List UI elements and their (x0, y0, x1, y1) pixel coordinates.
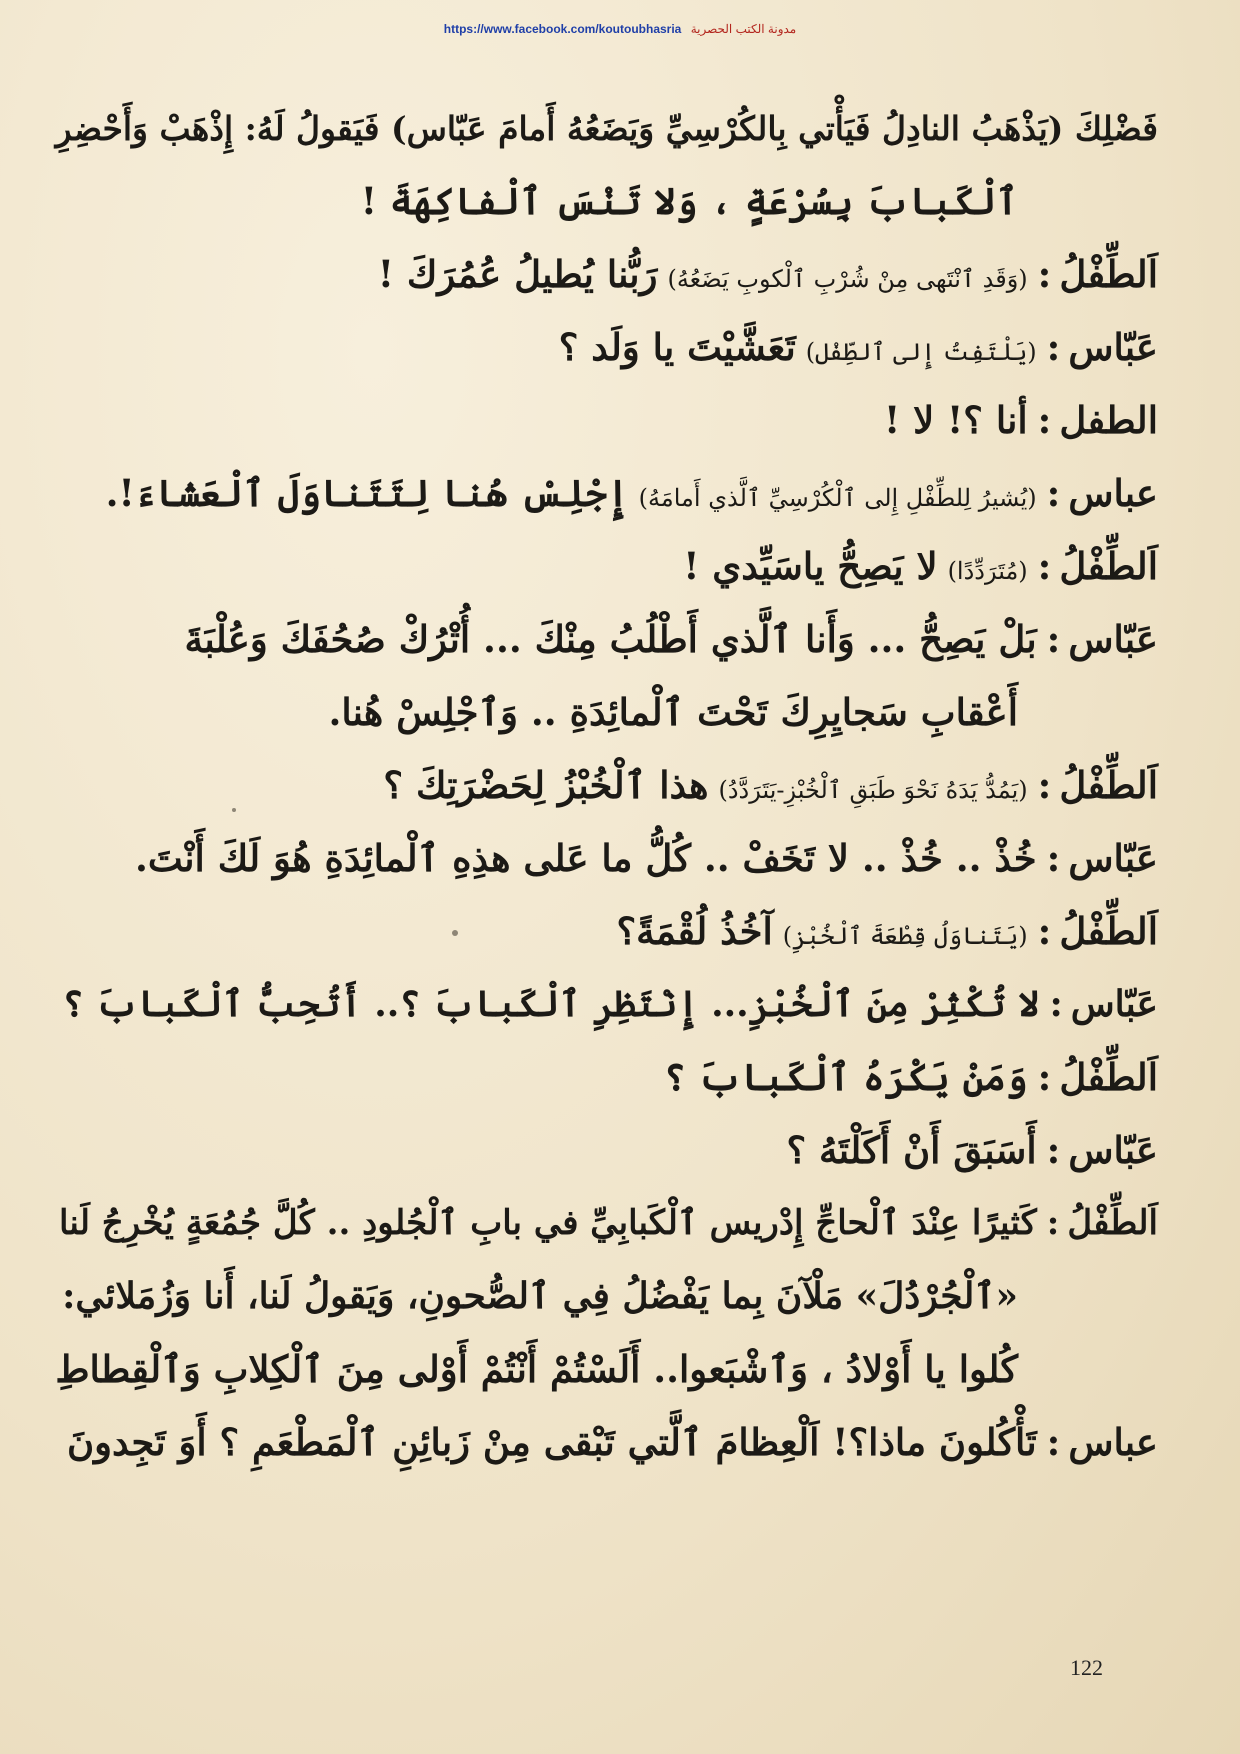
spoken-text: خُذْ .. خُذْ .. لا تَخَفْ .. كُلُّ ما عَلى هذِهِ ٱلْمائِدَةِ هُوَ لَكَ أَنْتَ. (135, 836, 1037, 880)
speaker-name: عباس (1068, 471, 1158, 515)
stage-direction: (يَمُدُّ يَدَهُ نَحْوَ طَبَقِ ٱلْخُبْزِ-يَتَرَدَّدُ) (718, 776, 1028, 804)
dialogue-line (48, 822, 1158, 895)
spoken-text: لا يَصِحُّ ياسَيِّدي ! (683, 544, 938, 588)
dialogue-line (48, 1333, 1158, 1406)
speaker-colon: : (1037, 252, 1052, 296)
speaker-name: اَلطِّفْلُ (1059, 909, 1158, 953)
spoken-text: بَلْ يَصِحُّ ... وَأَنا ٱلَّذي أَطْلُبُ مِنْكَ ... أُتْرُكْ صُحُفَكَ وَعُلْبَةَ (184, 617, 1037, 661)
dialogue-line (48, 530, 1158, 603)
speaker-colon: : (1049, 983, 1063, 1025)
spoken-text: تَأْكُلونَ ماذا؟! اَلْعِظامَ ٱلَّتي تَبْقى مِنْ زَبائِنِ ٱلْمَطْعَمِ ؟ أَوَ تَجِدونَ (66, 1420, 1037, 1464)
speaker-colon: : (1037, 544, 1052, 588)
print-speck (452, 930, 458, 936)
header-site-name: مدونة الكتب الحصرية (690, 22, 797, 36)
page-number: 122 (1070, 1655, 1103, 1680)
dialogue-line (48, 92, 1158, 165)
spoken-text: ٱلْكَبابَ بِسُرْعَةٍ ، وَلا تَنْسَ ٱلْفاكِهَةَ ! (360, 179, 1018, 223)
dialogue-line (48, 968, 1158, 1041)
speaker-name: عَبّاس (1068, 1128, 1158, 1172)
spoken-text: رَبُّنا يُطيلُ عُمُرَكَ ! (377, 252, 658, 296)
dialogue-line (48, 1406, 1158, 1479)
speaker-name: اَلطِّفْلُ (1059, 763, 1158, 807)
stage-direction: (يَتَناوَلُ قِطْعَةَ ٱلْخُبْزِ) (782, 922, 1028, 950)
speaker-colon: : (1037, 909, 1052, 953)
speaker-name: اَلطِّفْلُ (1059, 252, 1158, 296)
stage-direction: (يَلْتَفِتُ إِلى ٱلطِّفْل) (805, 338, 1037, 366)
dialogue-line (48, 384, 1158, 457)
page-header (0, 22, 1240, 36)
dialogue-line (48, 1114, 1158, 1187)
spoken-text: كَثيرًا عِنْدَ ٱلْحاجِّ إِدْريس ٱلْكَبابِيِّ في بابِ ٱلْجُلودِ .. كُلَّ جُمُعَةٍ يُخْرِجُ لَنا (58, 1203, 1037, 1243)
speaker-name: عَبّاس (1068, 325, 1158, 369)
speaker-colon: : (1046, 836, 1061, 880)
stage-direction: (وَقَدِ ٱنْتَهى مِنْ شُرْبِ ٱلْكوبِ يَضَعُهُ) (667, 265, 1028, 293)
spoken-text: أَعْقابِ سَجايِرِكَ تَحْتَ ٱلْمائِدَةِ .. وَٱجْلِسْ هُنا. (328, 690, 1018, 734)
header-url-link[interactable]: https://www.facebook.com/koutoubhasria (443, 22, 682, 36)
spoken-text: تَعَشَّيْتَ يا وَلَد ؟ (558, 325, 796, 369)
dialogue-line (48, 165, 1158, 238)
speaker-name: عَبّاس (1068, 617, 1158, 661)
speaker-colon: : (1046, 617, 1061, 661)
dialogue-line (48, 895, 1158, 968)
speaker-name: الطفل (1059, 398, 1158, 442)
speaker-colon: : (1037, 398, 1052, 442)
dialogue-line (48, 1041, 1158, 1114)
dialogue-line (48, 1187, 1158, 1260)
dialogue-line (48, 238, 1158, 311)
speaker-colon: : (1046, 471, 1061, 515)
speaker-colon: : (1037, 1055, 1052, 1099)
dialogue-line (48, 311, 1158, 384)
speaker-colon: : (1046, 1128, 1061, 1172)
speaker-name: اَلطِّفْلُ (1067, 1203, 1158, 1243)
speaker-name: عَبّاس (1070, 983, 1158, 1025)
spoken-text: آخُذُ لُقْمَةً؟ (616, 909, 773, 953)
dialogue-line (48, 1260, 1158, 1333)
stage-direction: (يُشيرُ لِلطِّفْلِ إِلى ٱلْكُرْسِيِّ ٱلَّذي أَمامَهُ) (638, 484, 1037, 512)
dialogue-body (48, 92, 1158, 1479)
speaker-colon: : (1046, 325, 1061, 369)
speaker-colon: : (1037, 763, 1052, 807)
dialogue-line (48, 457, 1158, 530)
spoken-text: وَمَنْ يَكْرَهُ ٱلْكَبابَ ؟ (663, 1055, 1028, 1099)
speaker-name: عباس (1068, 1420, 1158, 1464)
dialogue-line (48, 676, 1158, 749)
spoken-text: أَسَبَقَ أَنْ أَكَلْتَهُ ؟ (786, 1128, 1037, 1172)
spoken-text: لا تُكْثِرْ مِنَ ٱلْخُبْزِ... إِنْتَظِرِ ٱلْكَبابَ ؟.. أَتُحِبُّ ٱلْكَبابَ ؟ (62, 983, 1040, 1025)
spoken-text: فَضْلِكَ (يَذْهَبُ النادِلُ فَيَأْتي بِالكُرْسِيِّ وَيَضَعُهُ أَمامَ عَبّاس) فَيَقولُ لَهُ: إِذْهَبْ وَأَحْضِرِ (55, 109, 1158, 148)
print-speck (232, 808, 236, 812)
speaker-name: عَبّاس (1068, 836, 1158, 880)
speaker-colon: : (1046, 1420, 1061, 1464)
dialogue-line (48, 603, 1158, 676)
spoken-text: أنا ؟! لا ! (883, 398, 1028, 442)
spoken-text: كُلوا يا أَوْلادُ ، وَٱشْبَعوا.. أَلَسْتُمْ أَنْتُمْ أَوْلى مِنَ ٱلْكِلابِ وَٱلْقِطاطِ (55, 1347, 1018, 1391)
spoken-text: «ٱلْجُرْدُلَ» مَلْآنَ بِما يَفْضُلُ فِي ٱلصُّحونِ، وَيَقولُ لَنا، أَنا وَزُمَلائي: (62, 1275, 1018, 1317)
spoken-text: إِجْلِسْ هُنا لِتَتَناوَلَ ٱلْعَشاءَ!. (105, 471, 629, 515)
dialogue-line (48, 749, 1158, 822)
stage-direction: (مُتَرَدِّدًا) (947, 557, 1028, 585)
spoken-text: هذا ٱلْخُبْزُ لِحَضْرَتِكَ ؟ (383, 763, 709, 807)
speaker-name: اَلطِّفْلُ (1059, 1055, 1158, 1099)
speaker-colon: : (1046, 1203, 1060, 1243)
speaker-name: اَلطِّفْلُ (1059, 544, 1158, 588)
